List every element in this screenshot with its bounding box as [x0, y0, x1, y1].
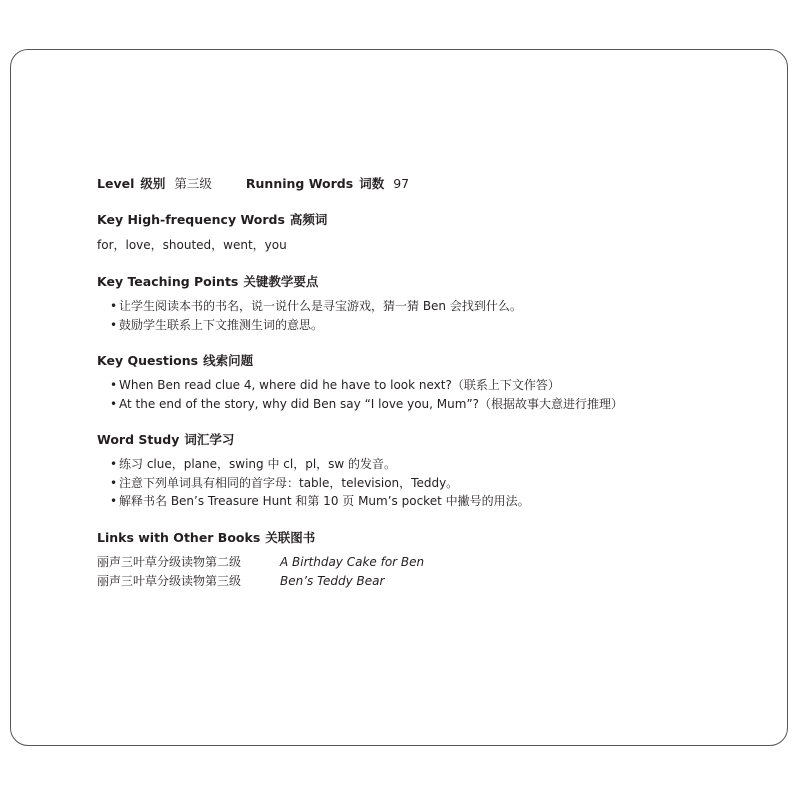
- list-item: [97, 572, 717, 591]
- level-label-zh: 级别: [140, 176, 166, 191]
- questions-heading: Key Questions 线索问题: [97, 353, 254, 368]
- list-item: • 注意下列单词具有相同的首字母：table，television，Teddy。: [119, 474, 717, 493]
- level-value: 第三级: [174, 176, 212, 191]
- book-title: A Birthday Cake for Ben: [280, 554, 425, 569]
- level-label: Level: [97, 176, 135, 191]
- list-item: • At the end of the story, why did Ben say “I love you, Mum”?（根据故事大意进行推理）: [119, 395, 717, 414]
- teaching-points-heading: Key Teaching Points 关键教学要点: [97, 274, 319, 289]
- list-item: • 解释书名 Ben’s Treasure Hunt 和第 10 页 Mum’s pocket 中撇号的用法。: [119, 492, 717, 511]
- list-item: [97, 553, 717, 572]
- running-words-value: 97: [393, 176, 410, 191]
- book-series: 丽声三叶草分级读物第二级: [97, 554, 242, 569]
- book-title: Ben’s Teddy Bear: [280, 573, 385, 588]
- links-heading: Links with Other Books 关联图书: [97, 529, 316, 545]
- level-line: [97, 176, 717, 192]
- questions-list: [97, 376, 717, 413]
- teaching-notes: [97, 176, 717, 591]
- running-words-label-zh: 词数: [359, 176, 385, 191]
- list-item: • 练习 clue，plane，swing 中 cl，pl，sw 的发音。: [119, 455, 717, 474]
- teaching-points-list: [97, 297, 717, 334]
- high-frequency-heading: Key High-frequency Words 高频词: [97, 212, 328, 227]
- word-study-heading: Word Study 词汇学习: [97, 432, 235, 447]
- word-study-list: [97, 455, 717, 511]
- book-series: 丽声三叶草分级读物第三级: [97, 573, 242, 588]
- list-item: • 让学生阅读本书的书名，说一说什么是寻宝游戏，猜一猜 Ben 会找到什么。: [119, 297, 717, 316]
- links-list: [97, 553, 717, 591]
- list-item: • When Ben read clue 4, where did he have to look next?（联系上下文作答）: [119, 376, 717, 395]
- running-words-label: Running Words: [245, 176, 354, 191]
- list-item: • 鼓励学生联系上下文推测生词的意思。: [119, 316, 717, 335]
- high-frequency-words: for，love，shouted，went，you: [97, 238, 287, 252]
